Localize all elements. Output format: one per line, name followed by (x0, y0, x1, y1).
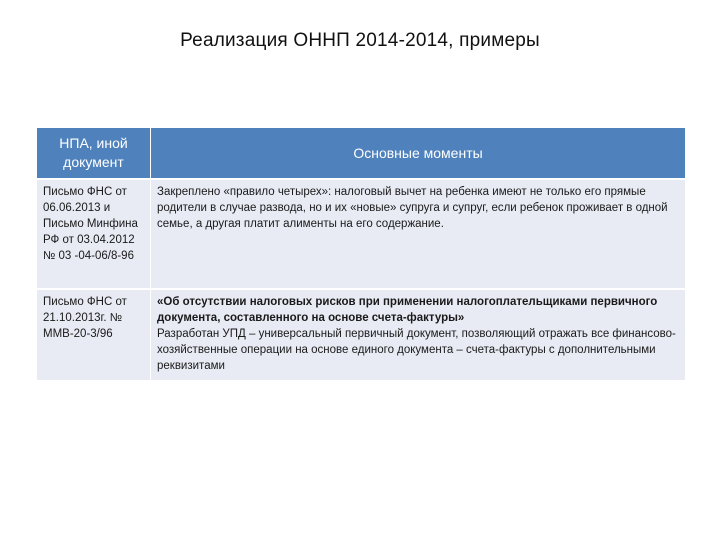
letter-summary: Разработан УПД – универсальный первичный документ, позволяющий отражать все финансово-хозяйственные операции на основе единого документа – счета-фактуры с дополнительными реквизитами (157, 328, 676, 372)
table-row (37, 288, 685, 380)
table-header-row (37, 128, 685, 178)
cell-key-points (151, 288, 685, 380)
examples-table (37, 128, 685, 380)
slide-title: Реализация ОННП 2014-2014, примеры (180, 30, 540, 51)
header-document: НПА, иной документ (37, 128, 151, 178)
letter-subject: «Об отсутствии налоговых рисков при применении налогоплательщиками первичного документа, составленного на основе счета-фактуры» (157, 296, 658, 324)
cell-document: Письмо ФНС от 21.10.2013г. № ММВ-20-3/96 (37, 288, 151, 380)
table-row (37, 178, 685, 288)
cell-key-points: Закреплено «правило четырех»: налоговый вычет на ребенка имеют не только его прямые родители в случае развода, но и их «новые» супруга и супруг, если ребенок проживает в одной семье, а другая платит алименты на его содержание. (151, 178, 685, 288)
header-key-points: Основные моменты (151, 128, 685, 178)
cell-document: Письмо ФНС от 06.06.2013 и Письмо Минфина РФ от 03.04.2012 № 03 -04-06/8-96 (37, 178, 151, 288)
